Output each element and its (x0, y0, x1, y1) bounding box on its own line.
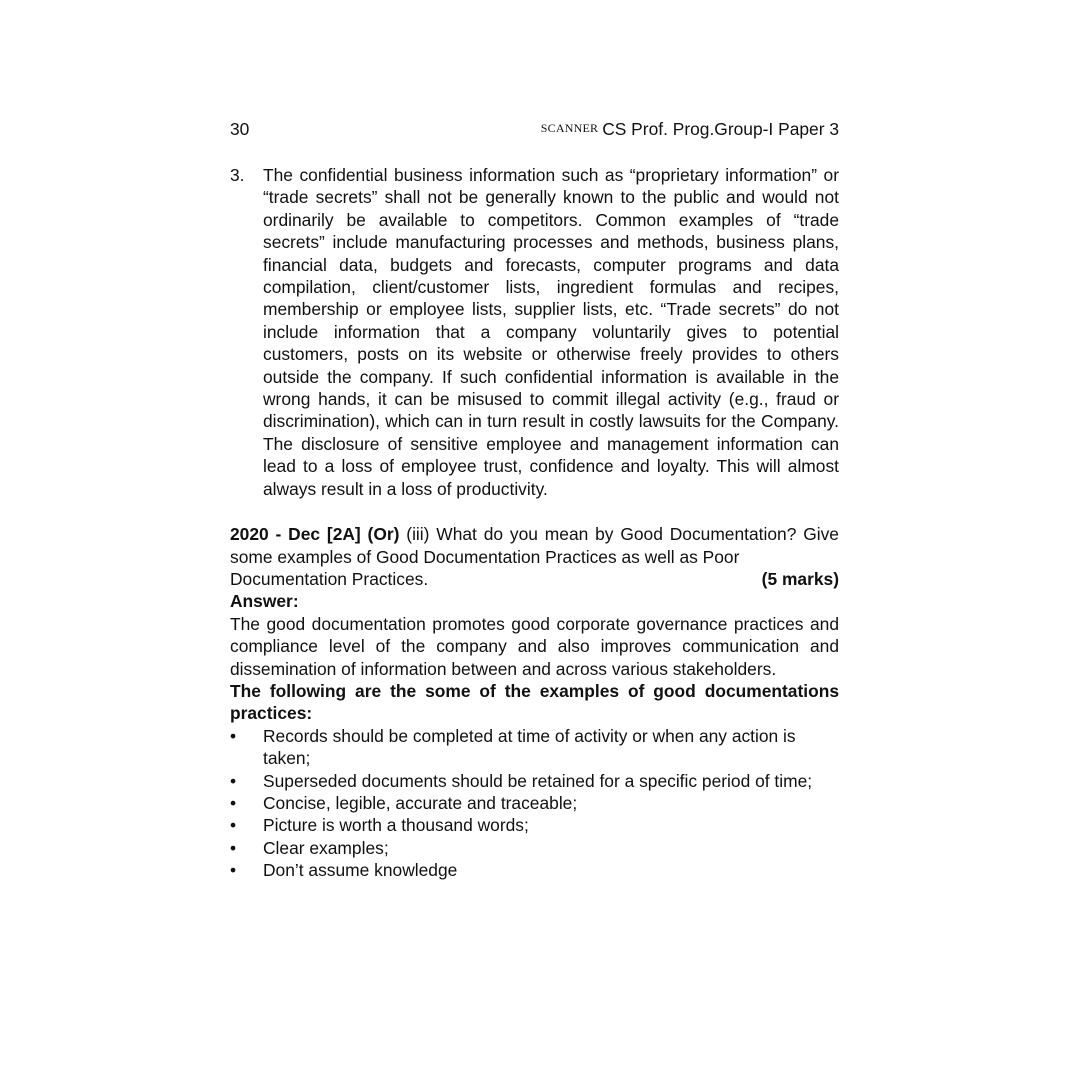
page-header (230, 118, 839, 142)
point-text: The confidential business information such as “proprietary information” or “trade secrets” shall not be generally known to the public and would not ordinarily be available to competitors. Common examples of “trade secrets” include manufacturing processes and methods, business plans, financial data, budgets and forecasts, computer programs and data compilation, client/customer lists, ingredient formulas and recipes, membership or employee lists, supplier lists, etc. “Trade secrets” do not include information that a company voluntarily gives to potential customers, posts on its website or otherwise freely provides to others outside the company. If such confidential information is available in the wrong hands, it can be misused to commit illegal activity (e.g., fraud or discrimination), which can in turn result in costly lawsuits for the Company. The disclosure of sensitive employee and management information can lead to a loss of employee trust, confidence and loyalty. This will almost always result in a loss of productivity. (263, 165, 839, 499)
list-item-text: Records should be completed at time of activity or when any action is taken; (263, 725, 796, 769)
list-item-text: Picture is worth a thousand words; (263, 815, 529, 836)
practices-subheading: The following are the some of the examples of good documentations practices: (230, 680, 839, 724)
list-item-text: Don’t assume knowledge (263, 860, 458, 881)
bullet-icon: • (230, 725, 237, 746)
list-item (230, 814, 839, 836)
question-text: (iii) What do you mean by Good Documentation? Give some examples of Good Documentation Practices as well as Poor (230, 524, 839, 567)
list-item (230, 837, 839, 859)
running-head-title: CS Prof. Prog.Group-I Paper 3 (602, 119, 839, 139)
list-item-text: Concise, legible, accurate and traceable; (263, 792, 578, 813)
scanner-logo: SCANNER (540, 121, 599, 135)
question-text-end: Documentation Practices. (230, 568, 429, 589)
list-item-text: Clear examples; (263, 837, 389, 858)
list-item (230, 725, 839, 770)
list-item (230, 792, 839, 814)
list-item (230, 859, 839, 881)
question-marks: (5 marks) (761, 568, 839, 589)
bullet-icon: • (230, 815, 237, 836)
bullet-icon: • (230, 837, 237, 858)
exam-question (230, 523, 839, 590)
answer-intro: The good documentation promotes good corporate governance practices and compliance level of the company and also improves communication and dissemination of information between and across various stakeholders. (230, 613, 839, 679)
practices-list (230, 725, 839, 882)
numbered-point-3 (230, 164, 839, 500)
question-reference: 2020 - Dec [2A] (Or) (230, 524, 400, 545)
point-number: 3. (230, 165, 245, 185)
page-number: 30 (230, 119, 250, 139)
bullet-icon: • (230, 770, 237, 791)
running-head (541, 118, 839, 142)
bullet-icon: • (230, 792, 237, 813)
list-item (230, 770, 839, 792)
document-page (230, 118, 839, 882)
list-item-text: Superseded documents should be retained for a specific period of time; (263, 770, 813, 791)
bullet-icon: • (230, 860, 237, 881)
answer-label: Answer: (230, 591, 299, 612)
question-last-line (230, 568, 839, 590)
